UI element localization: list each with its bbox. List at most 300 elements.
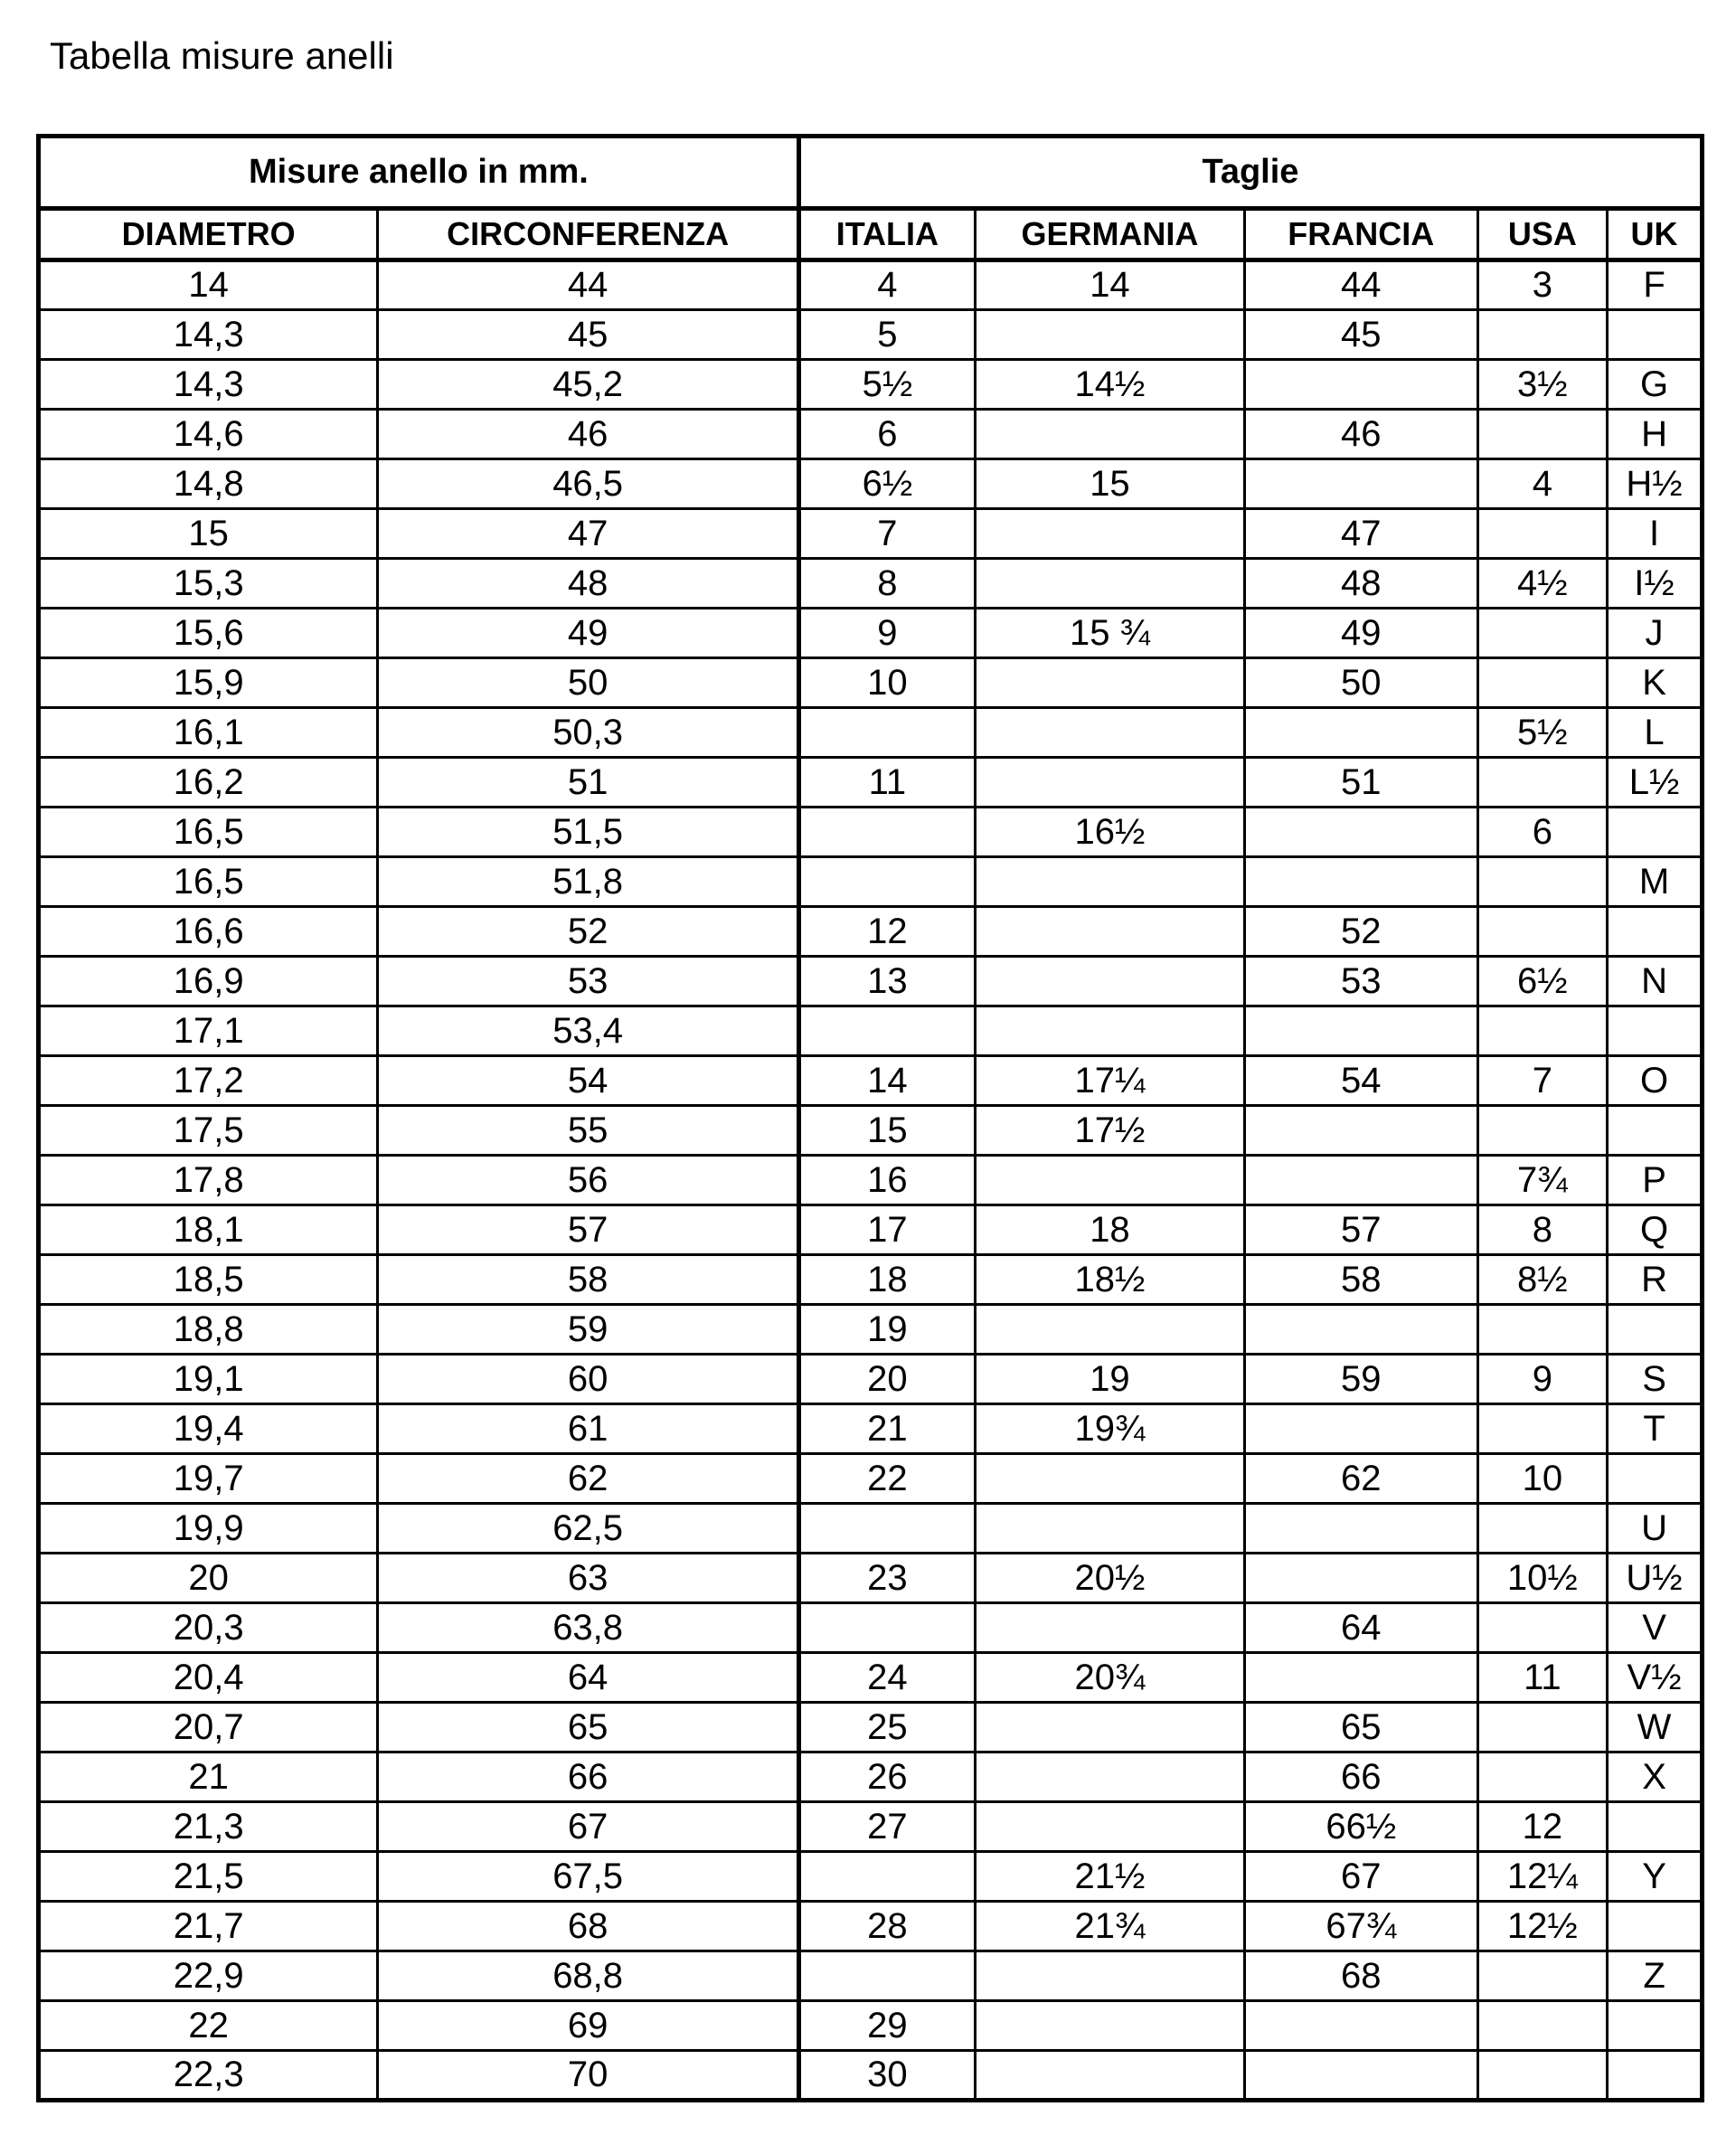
cell-germania: 19¾ — [975, 1404, 1244, 1454]
cell-usa: 7 — [1477, 1056, 1608, 1106]
table-row — [39, 1106, 1703, 1156]
cell-uk: U½ — [1608, 1554, 1703, 1603]
cell-germania: 20¾ — [975, 1653, 1244, 1703]
cell-circonferenza: 50,3 — [378, 708, 799, 758]
cell-germania — [975, 1752, 1244, 1802]
table-row — [39, 907, 1703, 957]
cell-francia — [1244, 857, 1477, 907]
cell-diametro: 18,5 — [39, 1255, 378, 1305]
cell-germania — [975, 1305, 1244, 1355]
cell-italia — [798, 857, 975, 907]
cell-uk: I — [1608, 509, 1703, 559]
cell-diametro: 20,3 — [39, 1603, 378, 1653]
cell-germania — [975, 907, 1244, 957]
cell-usa — [1477, 609, 1608, 658]
cell-francia — [1244, 1404, 1477, 1454]
cell-italia: 30 — [798, 2051, 975, 2101]
cell-germania — [975, 708, 1244, 758]
cell-italia: 14 — [798, 1056, 975, 1106]
cell-francia: 66½ — [1244, 1802, 1477, 1852]
cell-italia: 17 — [798, 1205, 975, 1255]
cell-circonferenza: 53,4 — [378, 1006, 799, 1056]
cell-diametro: 14 — [39, 260, 378, 310]
cell-circonferenza: 70 — [378, 2051, 799, 2101]
cell-usa — [1477, 907, 1608, 957]
cell-usa: 3 — [1477, 260, 1608, 310]
cell-circonferenza: 62,5 — [378, 1504, 799, 1554]
cell-uk: L½ — [1608, 758, 1703, 808]
cell-italia — [798, 1852, 975, 1902]
cell-circonferenza: 55 — [378, 1106, 799, 1156]
cell-diametro: 14,3 — [39, 310, 378, 360]
table-row — [39, 360, 1703, 410]
table-row — [39, 310, 1703, 360]
cell-circonferenza: 51,8 — [378, 857, 799, 907]
cell-diametro: 14,6 — [39, 410, 378, 459]
group-header-misure-anello-mm: Misure anello in mm. — [39, 137, 799, 209]
cell-italia: 5½ — [798, 360, 975, 410]
table-row — [39, 1852, 1703, 1902]
cell-francia: 44 — [1244, 260, 1477, 310]
table-row — [39, 1454, 1703, 1504]
cell-circonferenza: 60 — [378, 1355, 799, 1404]
cell-francia — [1244, 1653, 1477, 1703]
table-row — [39, 509, 1703, 559]
cell-uk — [1608, 1454, 1703, 1504]
cell-usa: 12¼ — [1477, 1852, 1608, 1902]
table-row — [39, 808, 1703, 857]
column-header-row — [39, 209, 1703, 260]
cell-circonferenza: 53 — [378, 957, 799, 1006]
cell-diametro: 16,2 — [39, 758, 378, 808]
group-header-taglie: Taglie — [798, 137, 1702, 209]
cell-uk: Z — [1608, 1951, 1703, 2001]
cell-uk — [1608, 907, 1703, 957]
cell-diametro: 21,7 — [39, 1902, 378, 1951]
cell-germania: 15 ¾ — [975, 609, 1244, 658]
cell-diametro: 21 — [39, 1752, 378, 1802]
table-row — [39, 1255, 1703, 1305]
cell-circonferenza: 56 — [378, 1156, 799, 1205]
cell-italia: 23 — [798, 1554, 975, 1603]
cell-uk: M — [1608, 857, 1703, 907]
table-row — [39, 758, 1703, 808]
cell-germania — [975, 758, 1244, 808]
cell-francia: 67¾ — [1244, 1902, 1477, 1951]
cell-germania — [975, 1454, 1244, 1504]
cell-germania: 18 — [975, 1205, 1244, 1255]
cell-francia: 64 — [1244, 1603, 1477, 1653]
cell-diametro: 20 — [39, 1554, 378, 1603]
cell-diametro: 20,4 — [39, 1653, 378, 1703]
cell-uk: N — [1608, 957, 1703, 1006]
cell-uk: S — [1608, 1355, 1703, 1404]
cell-francia — [1244, 1156, 1477, 1205]
cell-francia: 48 — [1244, 559, 1477, 609]
cell-circonferenza: 49 — [378, 609, 799, 658]
cell-diametro: 15,6 — [39, 609, 378, 658]
cell-francia: 51 — [1244, 758, 1477, 808]
table-row — [39, 1802, 1703, 1852]
ring-size-table — [36, 134, 1704, 2102]
table-row — [39, 1404, 1703, 1454]
cell-italia: 5 — [798, 310, 975, 360]
cell-uk — [1608, 1305, 1703, 1355]
cell-francia: 46 — [1244, 410, 1477, 459]
cell-usa — [1477, 410, 1608, 459]
cell-francia: 67 — [1244, 1852, 1477, 1902]
cell-italia: 22 — [798, 1454, 975, 1504]
table-row — [39, 1205, 1703, 1255]
cell-usa: 11 — [1477, 1653, 1608, 1703]
cell-francia: 58 — [1244, 1255, 1477, 1305]
cell-circonferenza: 64 — [378, 1653, 799, 1703]
cell-uk — [1608, 310, 1703, 360]
cell-circonferenza: 45 — [378, 310, 799, 360]
cell-diametro: 19,1 — [39, 1355, 378, 1404]
cell-germania — [975, 658, 1244, 708]
cell-francia: 50 — [1244, 658, 1477, 708]
cell-francia — [1244, 1305, 1477, 1355]
cell-circonferenza: 68,8 — [378, 1951, 799, 2001]
cell-francia: 59 — [1244, 1355, 1477, 1404]
cell-circonferenza: 52 — [378, 907, 799, 957]
cell-diametro: 14,8 — [39, 459, 378, 509]
table-row — [39, 1305, 1703, 1355]
cell-germania: 14½ — [975, 360, 1244, 410]
cell-italia: 7 — [798, 509, 975, 559]
cell-usa — [1477, 658, 1608, 708]
cell-diametro: 16,9 — [39, 957, 378, 1006]
col-header-francia: FRANCIA — [1244, 209, 1477, 260]
cell-uk — [1608, 808, 1703, 857]
cell-germania — [975, 410, 1244, 459]
cell-uk — [1608, 2001, 1703, 2051]
table-row — [39, 1006, 1703, 1056]
cell-uk: H½ — [1608, 459, 1703, 509]
cell-diametro: 16,5 — [39, 857, 378, 907]
cell-diametro: 21,5 — [39, 1852, 378, 1902]
cell-diametro: 17,5 — [39, 1106, 378, 1156]
cell-italia: 6½ — [798, 459, 975, 509]
cell-uk: O — [1608, 1056, 1703, 1106]
cell-diametro: 21,3 — [39, 1802, 378, 1852]
cell-circonferenza: 59 — [378, 1305, 799, 1355]
cell-uk: J — [1608, 609, 1703, 658]
cell-diametro: 14,3 — [39, 360, 378, 410]
table-row — [39, 609, 1703, 658]
cell-uk: L — [1608, 708, 1703, 758]
cell-italia: 9 — [798, 609, 975, 658]
cell-germania — [975, 1703, 1244, 1752]
cell-circonferenza: 51 — [378, 758, 799, 808]
cell-germania: 20½ — [975, 1554, 1244, 1603]
table-row — [39, 559, 1703, 609]
cell-diametro: 16,5 — [39, 808, 378, 857]
cell-francia: 62 — [1244, 1454, 1477, 1504]
cell-circonferenza: 54 — [378, 1056, 799, 1106]
cell-usa — [1477, 310, 1608, 360]
cell-italia: 25 — [798, 1703, 975, 1752]
table-row — [39, 1355, 1703, 1404]
cell-francia: 68 — [1244, 1951, 1477, 2001]
cell-usa — [1477, 2001, 1608, 2051]
cell-usa: 10½ — [1477, 1554, 1608, 1603]
cell-italia — [798, 1504, 975, 1554]
table-row — [39, 957, 1703, 1006]
cell-italia — [798, 808, 975, 857]
cell-italia: 13 — [798, 957, 975, 1006]
col-header-diametro: DIAMETRO — [39, 209, 378, 260]
cell-germania — [975, 509, 1244, 559]
table-row — [39, 2001, 1703, 2051]
cell-diametro: 18,8 — [39, 1305, 378, 1355]
cell-italia — [798, 1006, 975, 1056]
cell-germania — [975, 2001, 1244, 2051]
col-header-uk: UK — [1608, 209, 1703, 260]
cell-germania: 18½ — [975, 1255, 1244, 1305]
cell-circonferenza: 66 — [378, 1752, 799, 1802]
cell-circonferenza: 48 — [378, 559, 799, 609]
cell-circonferenza: 45,2 — [378, 360, 799, 410]
cell-usa: 12 — [1477, 1802, 1608, 1852]
table-row — [39, 1056, 1703, 1106]
cell-italia: 4 — [798, 260, 975, 310]
cell-francia — [1244, 1006, 1477, 1056]
cell-usa: 9 — [1477, 1355, 1608, 1404]
cell-usa — [1477, 1703, 1608, 1752]
cell-usa — [1477, 1404, 1608, 1454]
table-row — [39, 1752, 1703, 1802]
cell-circonferenza: 46 — [378, 410, 799, 459]
table-row — [39, 1902, 1703, 1951]
cell-italia: 16 — [798, 1156, 975, 1205]
cell-francia — [1244, 1106, 1477, 1156]
page-title: Tabella misure anelli — [50, 34, 394, 77]
cell-germania — [975, 1504, 1244, 1554]
cell-circonferenza: 61 — [378, 1404, 799, 1454]
cell-circonferenza: 51,5 — [378, 808, 799, 857]
cell-circonferenza: 65 — [378, 1703, 799, 1752]
cell-uk: I½ — [1608, 559, 1703, 609]
col-header-germania: GERMANIA — [975, 209, 1244, 260]
table-row — [39, 1951, 1703, 2001]
cell-germania: 21¾ — [975, 1902, 1244, 1951]
cell-francia — [1244, 1504, 1477, 1554]
col-header-circonferenza: CIRCONFERENZA — [378, 209, 799, 260]
cell-francia: 53 — [1244, 957, 1477, 1006]
table-row — [39, 658, 1703, 708]
cell-germania — [975, 1006, 1244, 1056]
table-row — [39, 260, 1703, 310]
cell-uk: R — [1608, 1255, 1703, 1305]
cell-germania — [975, 559, 1244, 609]
cell-circonferenza: 58 — [378, 1255, 799, 1305]
cell-francia: 54 — [1244, 1056, 1477, 1106]
cell-uk — [1608, 2051, 1703, 2101]
cell-circonferenza: 50 — [378, 658, 799, 708]
cell-italia: 26 — [798, 1752, 975, 1802]
col-header-italia: ITALIA — [798, 209, 975, 260]
cell-usa — [1477, 1504, 1608, 1554]
cell-diametro: 19,7 — [39, 1454, 378, 1504]
cell-circonferenza: 62 — [378, 1454, 799, 1504]
cell-usa: 4 — [1477, 459, 1608, 509]
cell-italia: 8 — [798, 559, 975, 609]
cell-francia — [1244, 2051, 1477, 2101]
cell-diametro: 18,1 — [39, 1205, 378, 1255]
cell-italia — [798, 1603, 975, 1653]
cell-uk: W — [1608, 1703, 1703, 1752]
cell-francia: 52 — [1244, 907, 1477, 957]
cell-usa: 6 — [1477, 808, 1608, 857]
group-header-row — [39, 137, 1703, 209]
cell-francia: 45 — [1244, 310, 1477, 360]
cell-usa: 8 — [1477, 1205, 1608, 1255]
cell-uk — [1608, 1106, 1703, 1156]
table-row — [39, 1653, 1703, 1703]
cell-germania: 17½ — [975, 1106, 1244, 1156]
cell-circonferenza: 63 — [378, 1554, 799, 1603]
cell-usa: 3½ — [1477, 360, 1608, 410]
cell-germania: 21½ — [975, 1852, 1244, 1902]
cell-uk: V½ — [1608, 1653, 1703, 1703]
cell-diametro: 17,8 — [39, 1156, 378, 1205]
cell-germania — [975, 857, 1244, 907]
cell-diametro: 22,9 — [39, 1951, 378, 2001]
cell-diametro: 16,6 — [39, 907, 378, 957]
cell-italia: 29 — [798, 2001, 975, 2051]
cell-germania — [975, 310, 1244, 360]
cell-diametro: 15,9 — [39, 658, 378, 708]
cell-diametro: 19,9 — [39, 1504, 378, 1554]
cell-italia: 20 — [798, 1355, 975, 1404]
cell-francia: 65 — [1244, 1703, 1477, 1752]
cell-usa: 4½ — [1477, 559, 1608, 609]
cell-germania — [975, 1156, 1244, 1205]
cell-diametro: 20,7 — [39, 1703, 378, 1752]
cell-uk: U — [1608, 1504, 1703, 1554]
cell-uk: K — [1608, 658, 1703, 708]
cell-italia: 21 — [798, 1404, 975, 1454]
cell-circonferenza: 67 — [378, 1802, 799, 1852]
cell-germania — [975, 1802, 1244, 1852]
cell-diametro: 17,2 — [39, 1056, 378, 1106]
cell-francia — [1244, 459, 1477, 509]
cell-diametro: 22,3 — [39, 2051, 378, 2101]
cell-circonferenza: 47 — [378, 509, 799, 559]
cell-uk: V — [1608, 1603, 1703, 1653]
cell-germania: 15 — [975, 459, 1244, 509]
cell-circonferenza: 69 — [378, 2001, 799, 2051]
cell-francia: 47 — [1244, 509, 1477, 559]
cell-usa: 5½ — [1477, 708, 1608, 758]
cell-circonferenza: 67,5 — [378, 1852, 799, 1902]
cell-francia — [1244, 360, 1477, 410]
cell-germania: 16½ — [975, 808, 1244, 857]
table-row — [39, 708, 1703, 758]
cell-uk — [1608, 1006, 1703, 1056]
cell-francia — [1244, 1554, 1477, 1603]
cell-uk: H — [1608, 410, 1703, 459]
cell-germania — [975, 2051, 1244, 2101]
cell-francia — [1244, 2001, 1477, 2051]
table-row — [39, 1504, 1703, 1554]
cell-germania — [975, 1603, 1244, 1653]
cell-usa — [1477, 1752, 1608, 1802]
cell-usa — [1477, 1006, 1608, 1056]
cell-uk: Q — [1608, 1205, 1703, 1255]
cell-uk — [1608, 1802, 1703, 1852]
cell-usa — [1477, 509, 1608, 559]
cell-usa — [1477, 1106, 1608, 1156]
cell-italia — [798, 708, 975, 758]
cell-diametro: 17,1 — [39, 1006, 378, 1056]
cell-italia: 6 — [798, 410, 975, 459]
table-row — [39, 857, 1703, 907]
cell-circonferenza: 57 — [378, 1205, 799, 1255]
cell-diametro: 22 — [39, 2001, 378, 2051]
cell-uk: P — [1608, 1156, 1703, 1205]
cell-italia: 10 — [798, 658, 975, 708]
cell-germania — [975, 957, 1244, 1006]
cell-diametro: 19,4 — [39, 1404, 378, 1454]
table-row — [39, 2051, 1703, 2101]
cell-usa: 8½ — [1477, 1255, 1608, 1305]
cell-uk: Y — [1608, 1852, 1703, 1902]
cell-francia — [1244, 708, 1477, 758]
table-body — [39, 260, 1703, 2101]
cell-diametro: 15,3 — [39, 559, 378, 609]
cell-usa — [1477, 1603, 1608, 1653]
cell-diametro: 15 — [39, 509, 378, 559]
cell-usa: 10 — [1477, 1454, 1608, 1504]
cell-circonferenza: 63,8 — [378, 1603, 799, 1653]
cell-uk — [1608, 1902, 1703, 1951]
cell-usa: 12½ — [1477, 1902, 1608, 1951]
cell-diametro: 16,1 — [39, 708, 378, 758]
cell-usa: 6½ — [1477, 957, 1608, 1006]
cell-italia: 12 — [798, 907, 975, 957]
cell-uk: X — [1608, 1752, 1703, 1802]
cell-italia: 28 — [798, 1902, 975, 1951]
table-row — [39, 1603, 1703, 1653]
table-row — [39, 410, 1703, 459]
cell-uk: F — [1608, 260, 1703, 310]
cell-germania: 19 — [975, 1355, 1244, 1404]
cell-circonferenza: 44 — [378, 260, 799, 310]
cell-italia: 27 — [798, 1802, 975, 1852]
cell-circonferenza: 46,5 — [378, 459, 799, 509]
col-header-usa: USA — [1477, 209, 1608, 260]
cell-germania: 14 — [975, 260, 1244, 310]
cell-italia: 18 — [798, 1255, 975, 1305]
cell-francia: 49 — [1244, 609, 1477, 658]
cell-circonferenza: 68 — [378, 1902, 799, 1951]
cell-usa — [1477, 857, 1608, 907]
cell-francia: 66 — [1244, 1752, 1477, 1802]
cell-italia: 11 — [798, 758, 975, 808]
cell-germania — [975, 1951, 1244, 2001]
cell-italia: 24 — [798, 1653, 975, 1703]
cell-usa: 7¾ — [1477, 1156, 1608, 1205]
cell-usa — [1477, 1951, 1608, 2001]
cell-uk: G — [1608, 360, 1703, 410]
cell-usa — [1477, 2051, 1608, 2101]
cell-italia — [798, 1951, 975, 2001]
table-row — [39, 1554, 1703, 1603]
table-row — [39, 1156, 1703, 1205]
